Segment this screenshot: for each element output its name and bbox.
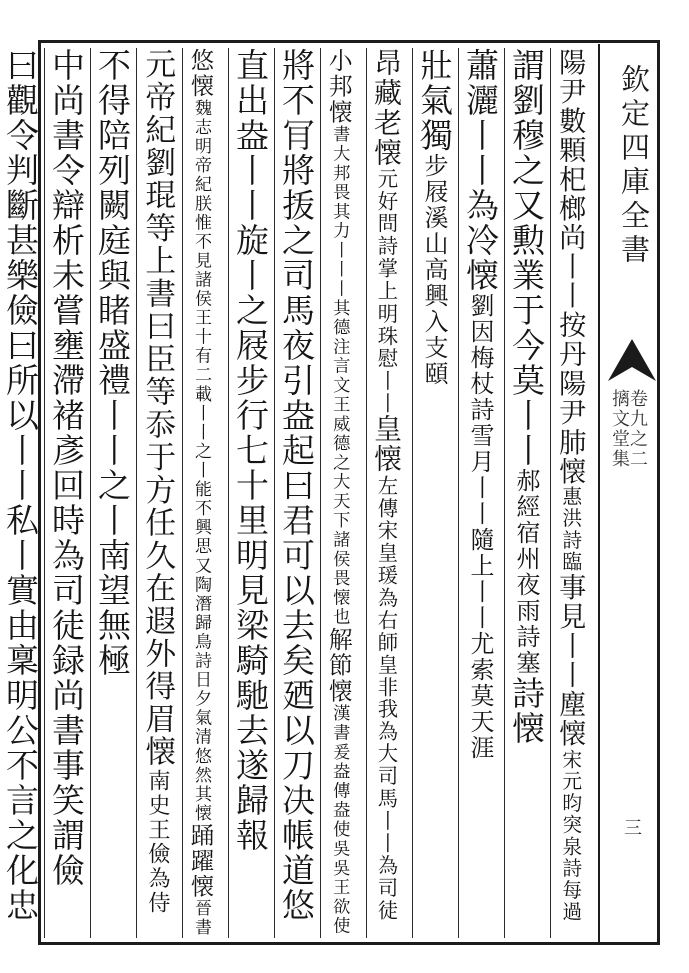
column-divider bbox=[550, 48, 551, 938]
column-divider bbox=[458, 48, 459, 938]
fish-tail-icon bbox=[608, 339, 656, 381]
page-number: 三 bbox=[624, 818, 642, 839]
annotation-text: 惠洪詩臨 bbox=[558, 486, 582, 574]
text-column bbox=[136, 48, 182, 938]
column-divider bbox=[136, 48, 137, 938]
annotation-text: 儉為侍 bbox=[144, 841, 171, 915]
text-column bbox=[366, 48, 412, 938]
text-column bbox=[412, 48, 458, 938]
annotation-text: 南史王 bbox=[144, 768, 171, 842]
main-text: 直出盎丨丨旋丨之屐步行七十里明見梁騎馳去遂歸報 bbox=[231, 48, 270, 853]
annotation-text: 郝經宿州夜雨詩塞 bbox=[512, 468, 540, 676]
annotation-text: 宋元昀突 bbox=[558, 748, 582, 836]
annotation-text: 明珠慰丨丨 bbox=[374, 302, 399, 415]
text-column bbox=[90, 48, 136, 938]
column-divider bbox=[44, 48, 45, 938]
main-text: 踊躍懐 bbox=[186, 822, 215, 900]
annotation-text: 隨 bbox=[466, 527, 494, 553]
column-divider bbox=[90, 48, 91, 938]
annotation-text: 使吳吳王欲使 bbox=[329, 820, 350, 936]
annotation-text: 魏志明帝紀朕惟不見諸侯王十有二載丨丨之 bbox=[191, 98, 212, 461]
annotation-text: 丨能不興思又陶潛歸鳥詩日夕氣清悠然其懐 bbox=[191, 460, 212, 823]
book-title: 欽定四庫全書 bbox=[617, 64, 651, 268]
main-text: 將不肎將㧞之司馬夜引盎起曰君可以去矣廼以刀决帳道 bbox=[277, 48, 316, 888]
main-text: 陽尹數顆𣏌榔尚 bbox=[554, 48, 586, 253]
text-column bbox=[320, 48, 366, 938]
text-column bbox=[504, 48, 550, 938]
main-text: 謂劉穆之又勲業于今莫丨丨 bbox=[507, 48, 546, 468]
collection-label: 摛文堂集 bbox=[609, 389, 630, 469]
text-column bbox=[550, 48, 596, 938]
text-column bbox=[228, 48, 274, 938]
main-text: 元帝紀劉琨等上書曰臣等忝于方任久在遐外 bbox=[139, 48, 176, 671]
main-text: 肺懐 bbox=[554, 427, 586, 487]
main-text: 解節懐 bbox=[324, 626, 353, 705]
column-divider bbox=[182, 48, 183, 938]
annotation-text: 文王威德之大天下諸侯畏懐也 bbox=[329, 376, 350, 627]
annotation-text: 步屐溪山高興入支頤 bbox=[420, 153, 448, 387]
main-text: 壯氣獨 bbox=[415, 48, 454, 153]
main-text: 昂藏 bbox=[370, 48, 404, 109]
main-text: 皇懐 bbox=[370, 414, 404, 475]
text-column bbox=[0, 48, 44, 938]
annotation-text: 上丨丨尤索莫天涯 bbox=[466, 553, 494, 761]
annotation-text: 書大邦畏其力丨丨丨其德注言 bbox=[329, 125, 350, 377]
main-text: 丨丨按丹陽尹 bbox=[554, 252, 586, 428]
margin-strip bbox=[598, 44, 662, 944]
column-divider bbox=[412, 48, 413, 938]
volume-label: 卷九之二 bbox=[627, 389, 648, 469]
main-text: 中尚書令辯析未嘗壅滯褚彥回時為司徒録尚書事笑謂儉 bbox=[47, 48, 86, 888]
main-text: 曰觀令判斷甚樂儉曰所以丨丨私丨實由稟明公不言之化 bbox=[1, 48, 40, 888]
main-text: 丨丨為 bbox=[461, 118, 500, 223]
annotation-text: 漢書爰盎傳盎 bbox=[329, 704, 350, 820]
annotation-text: 左傳宋皇瑗為右師皇非 bbox=[374, 474, 399, 699]
annotation-text: 泉詩每過 bbox=[558, 835, 582, 923]
text-column bbox=[458, 48, 504, 938]
main-text: 詩懐 bbox=[507, 676, 546, 746]
main-text: 不得陪列闕庭與睹盛禮丨丨之丨南望無極 bbox=[93, 48, 132, 678]
column-divider bbox=[274, 48, 275, 938]
main-text: 塵懐 bbox=[554, 690, 586, 749]
main-text: 得眉懐 bbox=[139, 670, 176, 769]
main-text: 冷懐 bbox=[461, 223, 500, 293]
text-column bbox=[44, 48, 90, 938]
main-text: 蕭灑 bbox=[461, 48, 500, 118]
annotation-text: 晉書 bbox=[191, 899, 212, 938]
annotation-text: 元好問詩掌上 bbox=[374, 168, 399, 303]
annotation-text: 劉因梅杖詩雪月丨丨 bbox=[466, 293, 494, 527]
column-divider bbox=[366, 48, 367, 938]
main-text: 悠懐 bbox=[186, 48, 215, 99]
annotation-text: 我為大司馬丨丨為司徒 bbox=[374, 698, 399, 923]
main-text: 老懐 bbox=[370, 108, 404, 169]
text-column bbox=[182, 48, 228, 938]
column-divider bbox=[504, 48, 505, 938]
main-text: 事見丨丨 bbox=[554, 573, 586, 691]
text-column bbox=[274, 48, 320, 938]
main-text: 小邦懐 bbox=[324, 48, 353, 126]
column-divider bbox=[228, 48, 229, 938]
column-divider bbox=[320, 48, 321, 938]
main-text: 悠 bbox=[277, 888, 316, 923]
main-text: 忠 bbox=[1, 888, 40, 923]
